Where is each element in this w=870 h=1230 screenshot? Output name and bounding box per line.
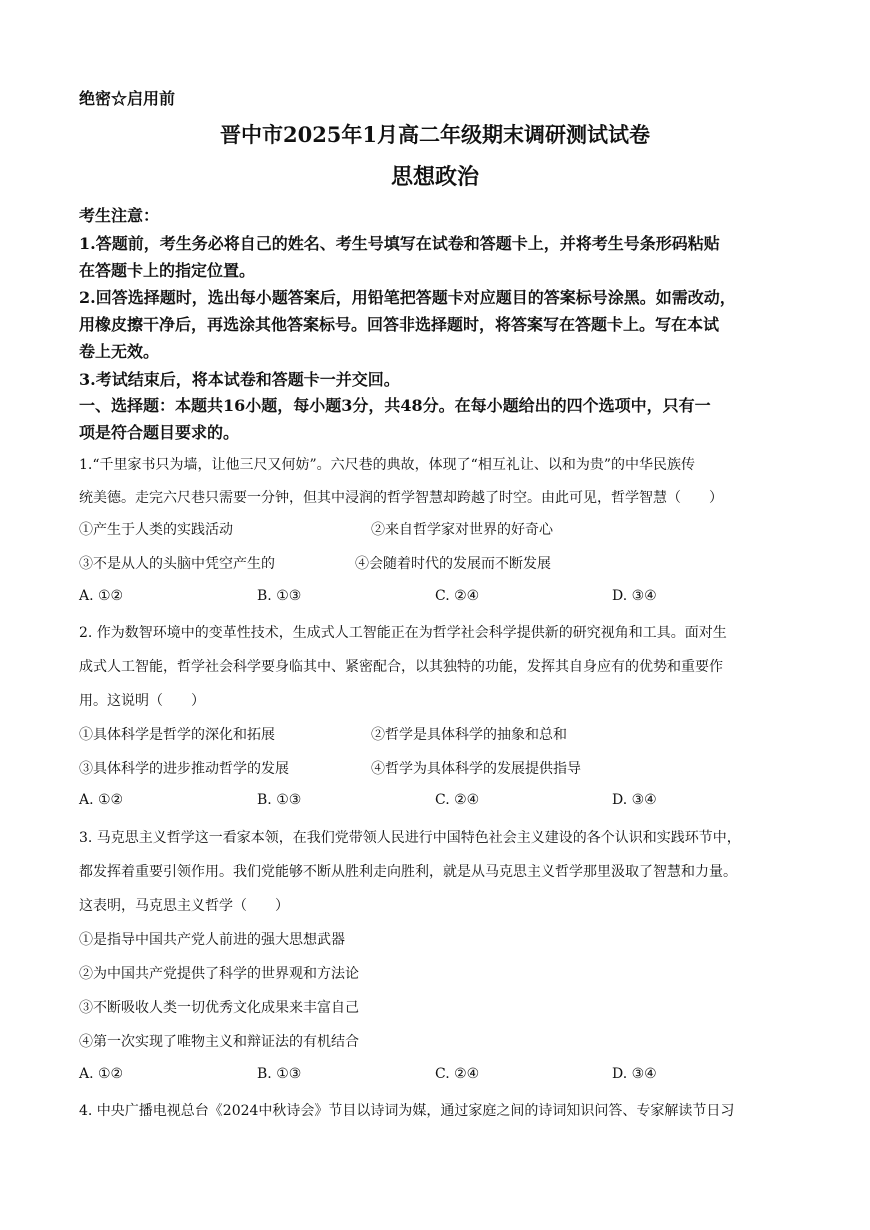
question-1-statements xyxy=(79,519,799,539)
notice-line: 1.答题前，考生务必将自己的姓名、考生号填写在试卷和答题卡上，并将考生号条形码粘贴 xyxy=(79,234,720,253)
statement-3: ③不断吸收人类一切优秀文化成果来丰富自己 xyxy=(79,1000,359,1016)
exam-title: 晋中市2025年1月高二年级期末调研测试试卷 xyxy=(219,122,651,147)
choice-a: A. ①② xyxy=(79,792,124,808)
statement-4: ④会随着时代的发展而不断发展 xyxy=(355,556,551,572)
statement-1: ①是指导中国共产党人前进的强大思想武器 xyxy=(79,932,345,948)
notice-heading: 考生注意： xyxy=(79,206,160,225)
statement-1: ①具体科学是哲学的深化和拓展 xyxy=(79,727,275,743)
choice-d: D. ③④ xyxy=(612,1066,657,1082)
notice-line: 在答题卡上的指定位置。 xyxy=(79,261,256,280)
choice-d: D. ③④ xyxy=(612,792,657,808)
question-1-choices xyxy=(79,588,799,608)
choice-a: A. ①② xyxy=(79,588,124,604)
statement-2: ②为中国共产党提供了科学的世界观和方法论 xyxy=(79,966,359,982)
statement-3: ③具体科学的进步推动哲学的发展 xyxy=(79,761,289,777)
choice-b: B. ①③ xyxy=(257,1066,302,1082)
question-4-stem: 4. 中央广播电视总台《2024中秋诗会》节目以诗词为媒，通过家庭之间的诗词知识问答、专家解读节日习 xyxy=(79,1103,735,1119)
choice-b: B. ①③ xyxy=(257,792,302,808)
choice-c: C. ②④ xyxy=(435,588,480,604)
statement-4: ④哲学为具体科学的发展提供指导 xyxy=(371,761,581,777)
question-2-stem: 用。这说明（ ） xyxy=(79,693,205,709)
statement-3: ③不是从人的头脑中凭空产生的 xyxy=(79,556,275,572)
statement-2: ②来自哲学家对世界的好奇心 xyxy=(371,522,553,538)
choice-b: B. ①③ xyxy=(257,588,302,604)
question-1-stem: 统美德。走完六尺巷只需要一分钟，但其中浸润的哲学智慧却跨越了时空。由此可见，哲学智慧（ ） xyxy=(79,490,723,506)
choice-c: C. ②④ xyxy=(435,1066,480,1082)
statement-2: ②哲学是具体科学的抽象和总和 xyxy=(371,727,567,743)
statement-4: ④第一次实现了唯物主义和辩证法的有机结合 xyxy=(79,1034,359,1050)
question-1-stem: 1.“千里家书只为墙，让他三尺又何妨”。六尺巷的典故，体现了“相互礼让、以和为贵”的中华民族传 xyxy=(79,457,695,473)
question-3-stem: 3. 马克思主义哲学这一看家本领，在我们党带领人民进行中国特色社会主义建设的各个认识和实践环节中， xyxy=(79,830,741,846)
question-2-stem: 2. 作为数智环境中的变革性技术，生成式人工智能正在为哲学社会科学提供新的研究视角和工具。面对生 xyxy=(79,625,727,641)
question-1-statements xyxy=(79,553,799,573)
question-2-stem: 成式人工智能，哲学社会科学要身临其中、紧密配合，以其独特的功能，发挥其自身应有的优势和重要作 xyxy=(79,659,723,675)
question-3-stem: 这表明，马克思主义哲学（ ） xyxy=(79,898,289,914)
choice-a: A. ①② xyxy=(79,1066,124,1082)
notice-line: 用橡皮擦干净后，再选涂其他答案标号。回答非选择题时，将答案写在答题卡上。写在本试 xyxy=(79,315,720,334)
question-2-statements xyxy=(79,758,799,778)
statement-1: ①产生于人类的实践活动 xyxy=(79,522,233,538)
section-heading: 项是符合题目要求的。 xyxy=(79,423,240,442)
notice-line: 卷上无效。 xyxy=(79,342,160,361)
notice-line: 3.考试结束后，将本试卷和答题卡一并交回。 xyxy=(79,370,400,389)
question-3-stem: 都发挥着重要引领作用。我们党能够不断从胜利走向胜利，就是从马克思主义哲学那里汲取了智慧和力量。 xyxy=(79,864,737,880)
confidential-label: 绝密☆启用前 xyxy=(79,89,176,108)
choice-d: D. ③④ xyxy=(612,588,657,604)
notice-line: 2.回答选择题时，选出每小题答案后，用铅笔把答题卡对应题目的答案标号涂黑。如需改动， xyxy=(79,288,736,307)
choice-c: C. ②④ xyxy=(435,792,480,808)
subject-title: 思想政治 xyxy=(390,164,479,190)
section-heading: 一、选择题：本题共16小题，每小题3分，共48分。在每小题给出的四个选项中，只有一 xyxy=(79,396,711,415)
question-2-statements xyxy=(79,724,799,744)
question-2-choices xyxy=(79,792,799,812)
question-3-choices xyxy=(79,1066,799,1086)
